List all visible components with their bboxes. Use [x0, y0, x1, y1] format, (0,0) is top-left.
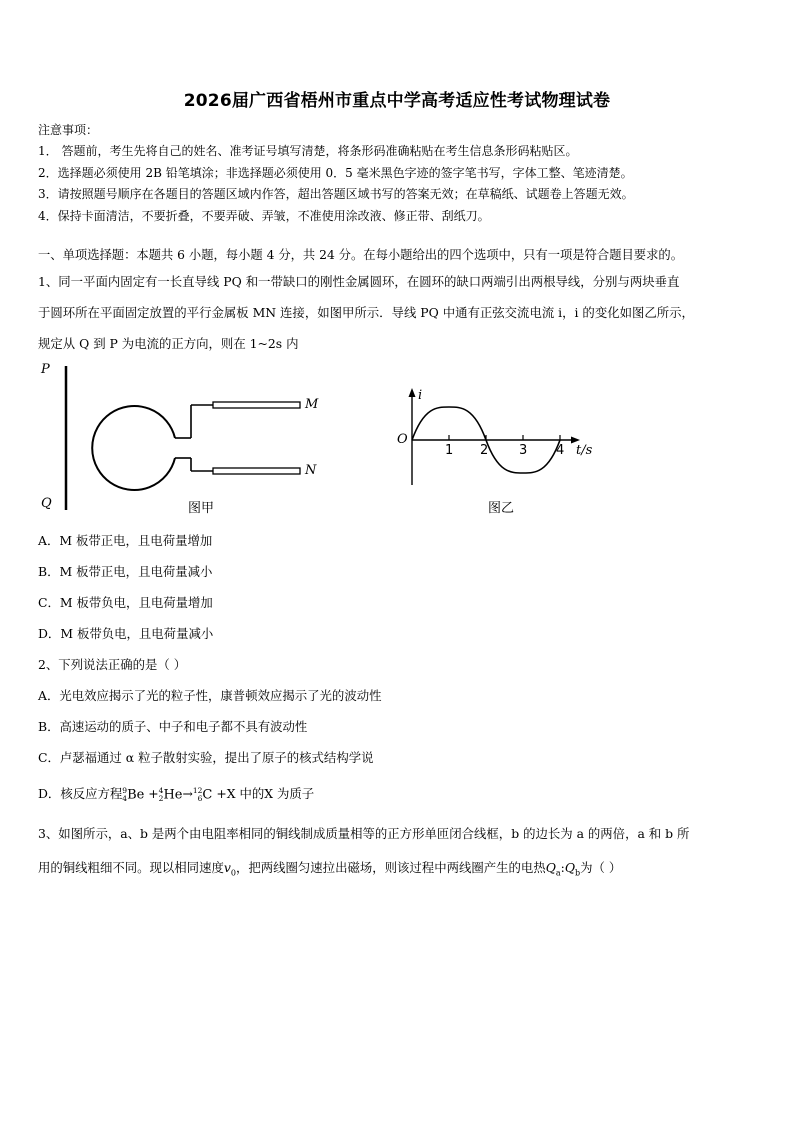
caption-yi: 图乙 — [488, 501, 515, 516]
page-title: 2026届广西省梧州市重点中学高考适应性考试物理试卷 — [183, 91, 611, 111]
v0-symbol: v — [223, 860, 231, 875]
he-atomic-number: 2 — [158, 793, 164, 803]
he-symbol: He — [163, 787, 183, 802]
label-t: t/s — [576, 443, 593, 458]
he-mass-number: 4 — [158, 785, 164, 795]
q2-option-c: C．卢瑟福通过 α 粒子散射实验，提出了原子的核式结构学说 — [38, 750, 374, 765]
x-symbol: X — [226, 786, 236, 801]
notice-item-1: 1． 答题前，考生先将自己的姓名、准考证号填写清楚，将条形码准确粘贴在考生信息条形码粘贴区。 — [38, 144, 578, 158]
q2-option-d-prefix: D．核反应方程 — [38, 786, 123, 801]
v0-subscript: 0 — [230, 868, 236, 878]
be-symbol: Be — [127, 787, 145, 802]
q3-text-c: 为（ ） — [580, 860, 622, 875]
q3-stem-line-1: 3、如图所示，a、b 是两个由电阻率相同的铜线制成质量相等的正方形单匝闭合线框，b 的边长为 a 的两倍，a 和 b 所 — [38, 826, 690, 841]
qa-subscript: a — [555, 868, 561, 878]
label-i: i — [418, 388, 423, 403]
q3-text-a: 用的铜线粗细不同。现以相同速度 — [38, 860, 224, 875]
tick-4: 4 — [556, 443, 565, 458]
c-mass-number: 12 — [192, 785, 203, 795]
c-symbol: C — [202, 787, 213, 802]
q2-stem: 2、下列说法正确的是（ ） — [38, 657, 187, 672]
q1-option-b: B．M 板带正电，且电荷量减小 — [38, 564, 213, 579]
figure-yi — [395, 385, 595, 490]
notice-item-3: 3．请按照题号顺序在各题目的答题区域内作答，超出答题区域书写的答案无效；在草稿纸、试题卷上答题无效。 — [38, 187, 634, 201]
notice-item-4: 4．保持卡面清洁，不要折叠，不要弄破、弄皱，不准使用涂改液、修正带、刮纸刀。 — [38, 209, 490, 223]
q2-option-a: A．光电效应揭示了光的粒子性，康普顿效应揭示了光的波动性 — [38, 688, 382, 703]
tick-2: 2 — [480, 443, 489, 458]
q2-option-b: B．高速运动的质子、中子和电子都不具有波动性 — [38, 719, 308, 734]
label-n: N — [305, 463, 317, 478]
label-m: M — [305, 397, 319, 412]
q3-text-b: ，把两线圈匀速拉出磁场，则该过程中两线圈产生的电热 — [235, 860, 546, 875]
qb-subscript: b — [575, 868, 581, 878]
reaction-arrow: → — [182, 786, 193, 801]
plus-sign-1: + — [148, 786, 159, 801]
section-heading: 一、单项选择题：本题共 6 小题，每小题 4 分，共 24 分。在每小题给出的四个选项中，只有一项是符合题目要求的。 — [38, 248, 683, 262]
tick-3: 3 — [519, 443, 528, 458]
q1-option-d: D．M 板带负电，且电荷量减小 — [38, 626, 214, 641]
figure-jia — [38, 360, 338, 520]
q2-option-d-suffix: 中的X 为质子 — [239, 786, 315, 801]
notice-heading: 注意事项： — [38, 123, 99, 137]
tick-1: 1 — [445, 443, 454, 458]
q1-option-a: A．M 板带正电，且电荷量增加 — [38, 533, 213, 548]
notice-item-2: 2．选择题必须使用 2B 铅笔填涂；非选择题必须使用 0．5 毫米黑色字迹的签字笔书写，字体工整、笔迹清楚。 — [38, 166, 633, 180]
label-q: Q — [41, 496, 52, 511]
c-atomic-number: 6 — [197, 793, 203, 803]
qb-symbol: Q — [564, 860, 576, 875]
q1-stem-line-3: 规定从 Q 到 P 为电流的正方向，则在 1~2s 内 — [38, 336, 299, 351]
q1-stem-line-2: 于圆环所在平面固定放置的平行金属板 MN 连接，如图甲所示．导线 PQ 中通有正弦交流电流 i，i 的变化如图乙所示， — [38, 305, 694, 320]
q2-option-d — [38, 784, 314, 803]
caption-jia: 图甲 — [188, 501, 215, 516]
qa-symbol: Q — [545, 860, 556, 875]
q3-stem-line-2 — [38, 858, 621, 877]
q1-option-c: C．M 板带负电，且电荷量增加 — [38, 595, 213, 610]
be-atomic-number: 4 — [122, 793, 128, 803]
q1-stem-line-1: 1、同一平面内固定有一长直导线 PQ 和一带缺口的刚性金属圆环，在圆环的缺口两端引出两根导线，分别与两块垂直 — [38, 274, 680, 289]
plus-sign-2: + — [216, 786, 227, 801]
label-p: P — [41, 362, 50, 377]
label-o: O — [397, 432, 408, 447]
ratio-colon: : — [560, 860, 565, 875]
be-mass-number: 9 — [122, 785, 128, 795]
